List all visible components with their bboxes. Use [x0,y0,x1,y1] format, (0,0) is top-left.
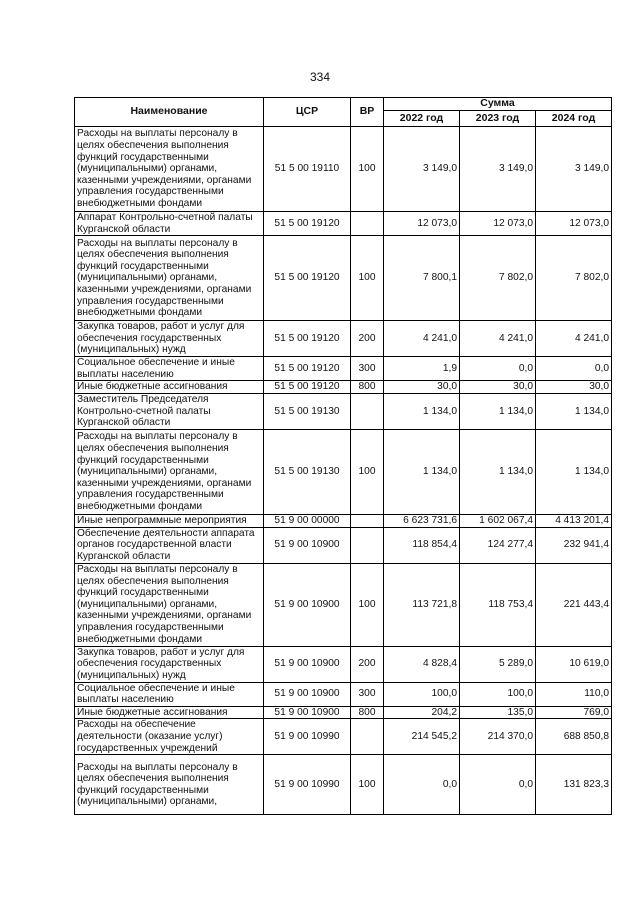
header-year-2022: 2022 год [384,111,460,127]
row-name: Заместитель Председателя Контрольно-счетной палаты Курганской области [75,393,264,429]
row-name: Расходы на выплаты персоналу в целях обеспечения выполнения функций государственными (муниципальными) органами, [75,755,264,815]
row-amount-2024: 12 073,0 [536,212,612,236]
row-name: Расходы на выплаты персоналу в целях обеспечения выполнения функций государственными (муниципальными) органами, казенными учреждениями, органами управления государственными внебюджетными фондами [75,127,264,212]
row-amount-2023: 7 802,0 [460,236,536,321]
row-name: Расходы на обеспечение деятельности (оказание услуг) государственных учреждений [75,719,264,755]
row-amount-2024: 30,0 [536,381,612,394]
table-body [75,127,612,815]
row-name: Расходы на выплаты персоналу в целях обеспечения выполнения функций государственными (муниципальными) органами, казенными учреждениями, органами управления государственными внебюджетными фондами [75,563,264,646]
header-year-2023: 2023 год [460,111,536,127]
row-amount-2024: 769,0 [536,706,612,719]
row-amount-2023: 0,0 [460,357,536,381]
row-amount-2023: 214 370,0 [460,719,536,755]
table-row [75,236,612,321]
row-amount-2024: 688 850,8 [536,719,612,755]
row-amount-2024: 10 619,0 [536,646,612,682]
row-amount-2022: 1 134,0 [384,393,460,429]
row-amount-2024: 7 802,0 [536,236,612,321]
row-name: Иные бюджетные ассигнования [75,381,264,394]
table-row [75,706,612,719]
row-amount-2022: 118 854,4 [384,527,460,563]
row-vr [351,514,384,527]
row-amount-2023: 1 134,0 [460,429,536,514]
row-name: Иные бюджетные ассигнования [75,706,264,719]
row-amount-2023: 4 241,0 [460,321,536,357]
table-row [75,719,612,755]
row-csr: 51 5 00 19120 [264,321,351,357]
row-csr: 51 9 00 10900 [264,527,351,563]
row-name: Социальное обеспечение и иные выплаты населению [75,682,264,706]
row-amount-2023: 0,0 [460,755,536,815]
header-vr: ВР [351,98,384,127]
budget-table [74,97,612,815]
table-row [75,646,612,682]
row-amount-2023: 100,0 [460,682,536,706]
row-amount-2022: 30,0 [384,381,460,394]
row-amount-2022: 113 721,8 [384,563,460,646]
row-amount-2023: 135,0 [460,706,536,719]
row-amount-2023: 1 134,0 [460,393,536,429]
row-vr: 800 [351,706,384,719]
row-csr: 51 9 00 10900 [264,646,351,682]
page-number: 334 [309,70,331,84]
row-vr [351,719,384,755]
row-csr: 51 5 00 19130 [264,429,351,514]
row-amount-2022: 1 134,0 [384,429,460,514]
row-name: Расходы на выплаты персоналу в целях обеспечения выполнения функций государственными (муниципальными) органами, казенными учреждениями, органами управления государственными внебюджетными фондами [75,236,264,321]
row-vr: 800 [351,381,384,394]
header-sum: Сумма [384,98,612,111]
row-csr: 51 5 00 19120 [264,212,351,236]
row-amount-2023: 3 149,0 [460,127,536,212]
table-row [75,321,612,357]
row-amount-2022: 4 241,0 [384,321,460,357]
row-csr: 51 5 00 19130 [264,393,351,429]
row-amount-2022: 3 149,0 [384,127,460,212]
row-csr: 51 5 00 19120 [264,357,351,381]
row-vr: 100 [351,236,384,321]
row-vr: 200 [351,646,384,682]
row-name: Закупка товаров, работ и услуг для обеспечения государственных (муниципальных) нужд [75,321,264,357]
row-name: Закупка товаров, работ и услуг для обеспечения государственных (муниципальных) нужд [75,646,264,682]
row-amount-2022: 12 073,0 [384,212,460,236]
row-amount-2022: 6 623 731,6 [384,514,460,527]
row-vr [351,212,384,236]
row-amount-2024: 3 149,0 [536,127,612,212]
table-row [75,527,612,563]
row-amount-2022: 7 800,1 [384,236,460,321]
row-amount-2023: 1 602 067,4 [460,514,536,527]
row-amount-2022: 0,0 [384,755,460,815]
row-csr: 51 9 00 10900 [264,563,351,646]
row-vr: 100 [351,755,384,815]
table-row [75,393,612,429]
header-year-2024: 2024 год [536,111,612,127]
row-name: Иные непрограммные мероприятия [75,514,264,527]
row-vr: 300 [351,682,384,706]
row-amount-2022: 4 828,4 [384,646,460,682]
row-csr: 51 5 00 19120 [264,381,351,394]
row-vr: 100 [351,429,384,514]
row-amount-2024: 4 413 201,4 [536,514,612,527]
row-name: Аппарат Контрольно-счетной палаты Курганской области [75,212,264,236]
row-amount-2024: 110,0 [536,682,612,706]
row-amount-2024: 4 241,0 [536,321,612,357]
row-vr: 300 [351,357,384,381]
row-amount-2022: 204,2 [384,706,460,719]
table-row [75,755,612,815]
row-amount-2024: 221 443,4 [536,563,612,646]
row-amount-2024: 1 134,0 [536,393,612,429]
row-amount-2024: 232 941,4 [536,527,612,563]
row-amount-2023: 30,0 [460,381,536,394]
header-csr: ЦСР [264,98,351,127]
row-vr [351,393,384,429]
row-name: Обеспечение деятельности аппарата органов государственной власти Курганской области [75,527,264,563]
row-csr: 51 9 00 10990 [264,719,351,755]
row-csr: 51 9 00 10900 [264,706,351,719]
row-vr: 200 [351,321,384,357]
row-amount-2024: 1 134,0 [536,429,612,514]
row-csr: 51 9 00 00000 [264,514,351,527]
table-row [75,563,612,646]
row-amount-2023: 12 073,0 [460,212,536,236]
row-amount-2022: 1,9 [384,357,460,381]
table-row [75,212,612,236]
row-vr: 100 [351,563,384,646]
row-amount-2022: 100,0 [384,682,460,706]
row-vr: 100 [351,127,384,212]
row-amount-2023: 124 277,4 [460,527,536,563]
row-amount-2022: 214 545,2 [384,719,460,755]
table-row [75,429,612,514]
row-amount-2023: 118 753,4 [460,563,536,646]
table-row [75,127,612,212]
row-amount-2024: 0,0 [536,357,612,381]
row-vr [351,527,384,563]
row-name: Расходы на выплаты персоналу в целях обеспечения выполнения функций государственными (муниципальными) органами, казенными учреждениями, органами управления государственными внебюджетными фондами [75,429,264,514]
row-csr: 51 5 00 19120 [264,236,351,321]
header-name: Наименование [75,98,264,127]
table-row [75,682,612,706]
row-csr: 51 5 00 19110 [264,127,351,212]
table-row [75,381,612,394]
row-csr: 51 9 00 10990 [264,755,351,815]
table-row [75,357,612,381]
row-csr: 51 9 00 10900 [264,682,351,706]
table-row [75,514,612,527]
row-amount-2024: 131 823,3 [536,755,612,815]
row-name: Социальное обеспечение и иные выплаты населению [75,357,264,381]
row-amount-2023: 5 289,0 [460,646,536,682]
